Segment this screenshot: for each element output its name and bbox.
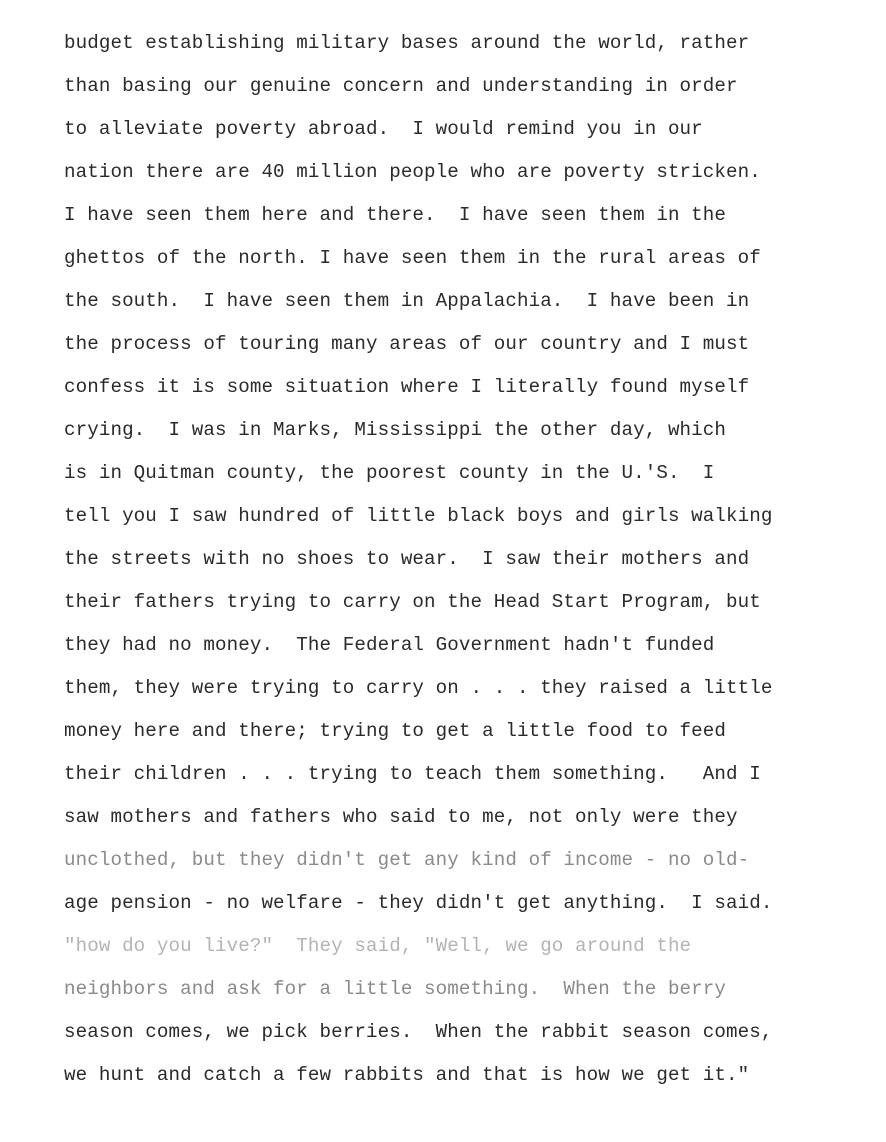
text-line: is in Quitman county, the poorest county in the U.'S. I [64, 462, 715, 484]
text-line: them, they were trying to carry on . . . they raised a little [64, 677, 773, 699]
text-line: age pension - no welfare - they didn't get anything. I said. [64, 892, 773, 914]
text-line: the streets with no shoes to wear. I saw their mothers and [64, 548, 750, 570]
text-line: they had no money. The Federal Government hadn't funded [64, 634, 715, 656]
text-line: the process of touring many areas of our country and I must [64, 333, 750, 355]
text-line: we hunt and catch a few rabbits and that is how we get it." [64, 1064, 750, 1086]
text-line: I have seen them here and there. I have seen them in the [64, 204, 727, 226]
text-line: crying. I was in Marks, Mississippi the other day, which [64, 419, 727, 441]
text-line: season comes, we pick berries. When the rabbit season comes, [64, 1021, 773, 1043]
text-line: nation there are 40 million people who are poverty stricken. [64, 161, 761, 183]
text-line: confess it is some situation where I literally found myself [64, 376, 750, 398]
typed-text-body [64, 26, 864, 1101]
text-line: unclothed, but they didn't get any kind of income - no old- [64, 849, 750, 871]
text-line: neighbors and ask for a little something. When the berry [64, 978, 727, 1000]
text-line: to alleviate poverty abroad. I would remind you in our [64, 118, 703, 140]
text-line: tell you I saw hundred of little black boys and girls walking [64, 505, 773, 527]
text-line: their children . . . trying to teach them something. And I [64, 763, 761, 785]
text-line: saw mothers and fathers who said to me, not only were they [64, 806, 738, 828]
text-line: money here and there; trying to get a little food to feed [64, 720, 727, 742]
text-line: "how do you live?" They said, "Well, we go around the [64, 935, 692, 957]
text-line: the south. I have seen them in Appalachia. I have been in [64, 290, 750, 312]
text-line: their fathers trying to carry on the Head Start Program, but [64, 591, 761, 613]
text-line: than basing our genuine concern and understanding in order [64, 75, 738, 97]
text-line: ghettos of the north. I have seen them in the rural areas of [64, 247, 761, 269]
text-line: budget establishing military bases around the world, rather [64, 32, 750, 54]
